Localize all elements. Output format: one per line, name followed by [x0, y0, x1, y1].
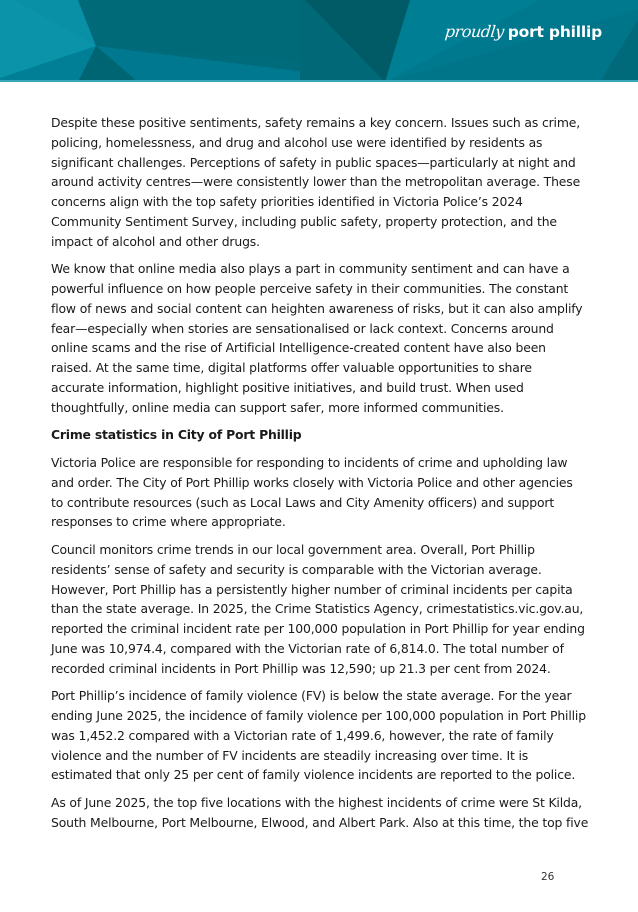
text-line: concerns align with the top safety priorities identified in Victoria Police’s 2024 — [51, 194, 523, 209]
text-line: online scams and the rise of Artificial Intelligence-created content have also been — [51, 340, 546, 356]
text-line: to contribute resources (such as Local Laws and City Amenity officers) and support — [51, 494, 555, 510]
header-banner — [0, 0, 638, 82]
text-line: fear—especially when stories are sensationalised or lack context. Concerns around — [51, 320, 554, 336]
text-line: was 1,452.2 compared with a Victorian rate of 1,499.6, however, the rate of family — [51, 727, 554, 743]
text-line: Community Sentiment Survey, including public safety, property protection, and the — [51, 213, 557, 229]
text-line: residents’ sense of safety and security is comparable with the Victorian average. — [51, 561, 542, 577]
text-line: South Melbourne, Port Melbourne, Elwood, and Albert Park. Also at this time, the top five — [51, 814, 589, 830]
text-line: June was 10,974.4, compared with the Victorian rate of 6,814.0. The total number of — [51, 640, 564, 656]
text-line: responses to crime where appropriate. — [51, 514, 286, 530]
text-line: around activity centres—were consistently lower than the metropolitan average. These — [51, 174, 581, 190]
text-line: raised. At the same time, digital platforms offer valuable opportunities to share — [51, 360, 532, 375]
text-line: thoughtfully, online media can support safer, more informed communities. — [51, 399, 504, 415]
proudly-port-phillip-logo — [445, 22, 602, 41]
text-line: As of June 2025, the top five locations with the highest incidents of crime were St Kilda, — [51, 795, 582, 810]
text-line: reported the criminal incident rate per 100,000 population in Port Phillip for year ending — [51, 621, 585, 636]
text-line: Victoria Police are responsible for responding to incidents of crime and upholding law — [51, 455, 568, 470]
text-line: powerful influence on how people perceive safety in their communities. The constant — [51, 281, 569, 296]
text-line: significant challenges. Perceptions of safety in public spaces—particularly at night and — [51, 154, 576, 170]
document-body — [51, 113, 591, 841]
text-line: estimated that only 25 per cent of family violence incidents are reported to the police. — [51, 767, 576, 783]
text-line: flow of news and social content can heighten awareness of risks, but it can also amplify — [51, 300, 583, 316]
paragraph-online-media — [51, 259, 591, 417]
text-line: accurate information, highlight positive initiatives, and build trust. When used — [51, 379, 524, 395]
section-heading-crime-statistics: Crime statistics in City of Port Phillip — [51, 427, 302, 443]
text-line: impact of alcohol and other drugs. — [51, 233, 260, 249]
text-line: Council monitors crime trends in our local government area. Overall, Port Phillip — [51, 542, 535, 557]
logo-bold-text: port phillip — [507, 23, 603, 41]
text-line: and order. The City of Port Phillip works closely with Victoria Police and other agencies — [51, 474, 573, 490]
paragraph-crime-trends — [51, 540, 591, 678]
text-line: ending June 2025, the incidence of family violence per 100,000 population in Port Phillip — [51, 708, 586, 723]
paragraph-top-locations — [51, 793, 591, 833]
text-line: violence and the number of FV incidents are steadily increasing over time. It is — [51, 747, 529, 763]
paragraph-family-violence — [51, 686, 591, 785]
text-line: We know that online media also plays a part in community sentiment and can have a — [51, 261, 570, 277]
text-line: However, Port Phillip has a persistently higher number of criminal incidents per capita — [51, 581, 573, 597]
paragraph-safety-concerns — [51, 113, 591, 251]
text-line: recorded criminal incidents in Port Phillip was 12,590; up 21.3 per cent from 2024. — [51, 660, 551, 676]
logo-script-text: proudly — [444, 22, 505, 41]
text-line: policing, homelessness, and drug and alcohol use were identified by residents as — [51, 134, 543, 150]
paragraph-victoria-police — [51, 453, 591, 532]
text-line: Despite these positive sentiments, safety remains a key concern. Issues such as crime, — [51, 115, 581, 130]
geometric-banner-graphic — [0, 0, 638, 82]
page-number: 26 — [541, 871, 555, 883]
text-line: Port Phillip’s incidence of family violence (FV) is below the state average. For the year — [51, 688, 572, 704]
text-line: than the state average. In 2025, the Crime Statistics Agency, crimestatistics.vic.gov.au, — [51, 601, 584, 617]
